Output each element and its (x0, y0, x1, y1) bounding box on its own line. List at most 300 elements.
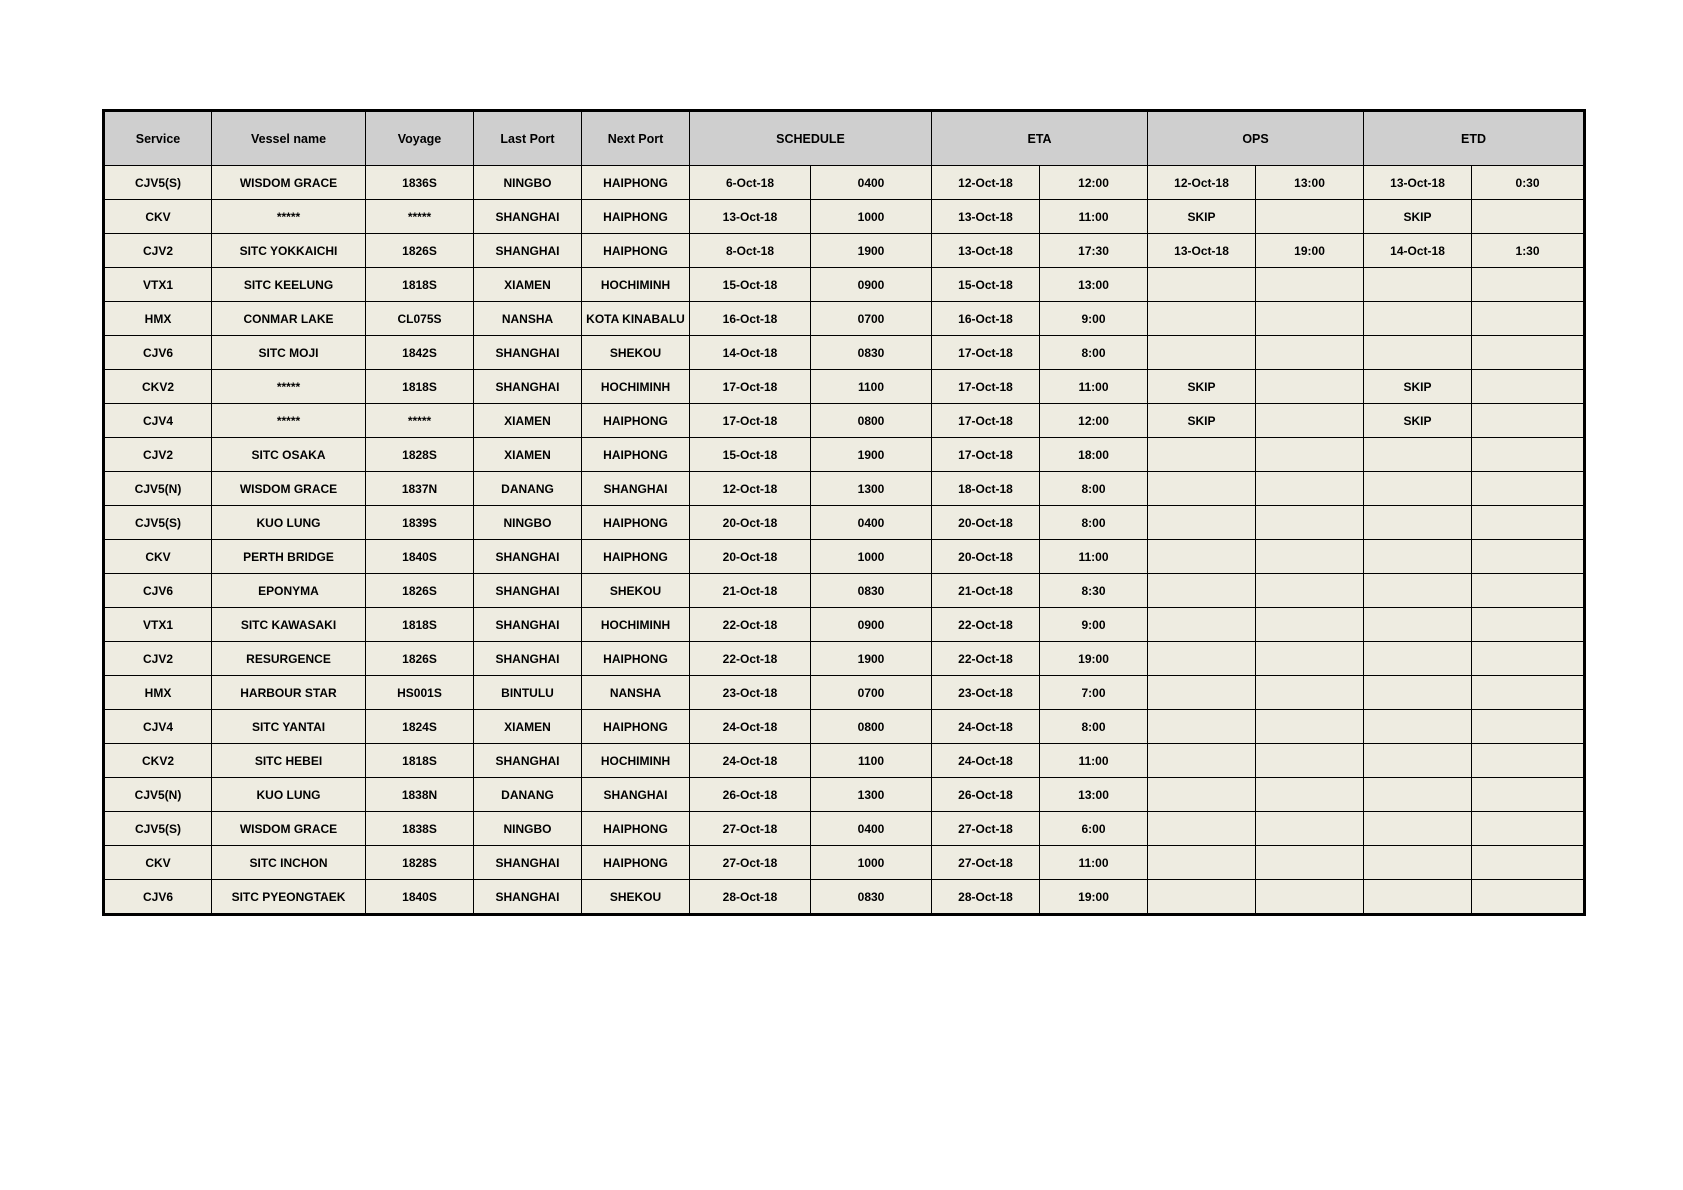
col-header-schedule: SCHEDULE (690, 111, 932, 166)
cell-eta-time: 19:00 (1040, 642, 1148, 676)
cell-next-port: HOCHIMINH (582, 268, 690, 302)
cell-service: CJV6 (104, 880, 212, 915)
cell-eta-date: 20-Oct-18 (932, 506, 1040, 540)
cell-etd-date (1364, 642, 1472, 676)
cell-schedule-date: 16-Oct-18 (690, 302, 811, 336)
cell-service: CKV (104, 200, 212, 234)
cell-etd-time (1472, 302, 1585, 336)
cell-eta-date: 21-Oct-18 (932, 574, 1040, 608)
cell-voyage: 1840S (366, 540, 474, 574)
cell-schedule-time: 0900 (811, 608, 932, 642)
cell-ops-date: SKIP (1148, 370, 1256, 404)
cell-etd-date (1364, 472, 1472, 506)
cell-etd-date (1364, 302, 1472, 336)
cell-ops-time: 13:00 (1256, 166, 1364, 200)
cell-eta-time: 13:00 (1040, 268, 1148, 302)
cell-eta-date: 26-Oct-18 (932, 778, 1040, 812)
cell-schedule-time: 0400 (811, 166, 932, 200)
cell-schedule-time: 0700 (811, 302, 932, 336)
cell-vessel-name: ***** (212, 370, 366, 404)
cell-eta-time: 8:30 (1040, 574, 1148, 608)
cell-voyage: 1826S (366, 234, 474, 268)
cell-voyage: 1818S (366, 370, 474, 404)
cell-etd-time (1472, 744, 1585, 778)
cell-vessel-name: CONMAR LAKE (212, 302, 366, 336)
cell-schedule-date: 27-Oct-18 (690, 812, 811, 846)
cell-schedule-date: 15-Oct-18 (690, 438, 811, 472)
cell-last-port: SHANGHAI (474, 574, 582, 608)
cell-etd-date (1364, 880, 1472, 915)
cell-last-port: DANANG (474, 472, 582, 506)
vessel-schedule-table (102, 109, 1586, 916)
cell-last-port: BINTULU (474, 676, 582, 710)
cell-eta-date: 17-Oct-18 (932, 336, 1040, 370)
cell-schedule-date: 27-Oct-18 (690, 846, 811, 880)
cell-service: CJV5(S) (104, 812, 212, 846)
col-header-next-port: Next Port (582, 111, 690, 166)
cell-last-port: NINGBO (474, 812, 582, 846)
cell-schedule-time: 1000 (811, 846, 932, 880)
cell-etd-time: 1:30 (1472, 234, 1585, 268)
cell-service: CJV2 (104, 642, 212, 676)
cell-etd-date: SKIP (1364, 404, 1472, 438)
cell-schedule-date: 17-Oct-18 (690, 370, 811, 404)
cell-service: CJV4 (104, 404, 212, 438)
cell-ops-time: 19:00 (1256, 234, 1364, 268)
cell-next-port: SHEKOU (582, 880, 690, 915)
cell-eta-date: 28-Oct-18 (932, 880, 1040, 915)
cell-eta-date: 20-Oct-18 (932, 540, 1040, 574)
cell-last-port: SHANGHAI (474, 336, 582, 370)
cell-schedule-date: 20-Oct-18 (690, 540, 811, 574)
table-row (104, 404, 1585, 438)
cell-schedule-date: 26-Oct-18 (690, 778, 811, 812)
cell-next-port: HAIPHONG (582, 710, 690, 744)
cell-service: HMX (104, 676, 212, 710)
cell-etd-time (1472, 880, 1585, 915)
cell-vessel-name: KUO LUNG (212, 506, 366, 540)
cell-schedule-date: 23-Oct-18 (690, 676, 811, 710)
cell-last-port: SHANGHAI (474, 370, 582, 404)
table-row (104, 778, 1585, 812)
cell-service: CJV5(N) (104, 778, 212, 812)
cell-ops-time (1256, 506, 1364, 540)
cell-schedule-date: 24-Oct-18 (690, 710, 811, 744)
cell-last-port: XIAMEN (474, 710, 582, 744)
table-row (104, 268, 1585, 302)
cell-voyage: 1842S (366, 336, 474, 370)
cell-ops-date: 13-Oct-18 (1148, 234, 1256, 268)
cell-last-port: NINGBO (474, 506, 582, 540)
cell-eta-time: 11:00 (1040, 540, 1148, 574)
cell-eta-date: 27-Oct-18 (932, 812, 1040, 846)
table-row (104, 166, 1585, 200)
cell-ops-time (1256, 676, 1364, 710)
table-body (104, 166, 1585, 915)
cell-vessel-name: SITC HEBEI (212, 744, 366, 778)
cell-eta-date: 24-Oct-18 (932, 744, 1040, 778)
cell-vessel-name: SITC INCHON (212, 846, 366, 880)
cell-eta-date: 22-Oct-18 (932, 608, 1040, 642)
cell-voyage: 1839S (366, 506, 474, 540)
cell-ops-time (1256, 404, 1364, 438)
cell-voyage: 1828S (366, 438, 474, 472)
cell-last-port: SHANGHAI (474, 540, 582, 574)
table-row (104, 846, 1585, 880)
cell-last-port: SHANGHAI (474, 608, 582, 642)
cell-last-port: NINGBO (474, 166, 582, 200)
cell-schedule-time: 0700 (811, 676, 932, 710)
cell-vessel-name: SITC OSAKA (212, 438, 366, 472)
cell-eta-date: 18-Oct-18 (932, 472, 1040, 506)
cell-last-port: DANANG (474, 778, 582, 812)
cell-eta-time: 9:00 (1040, 608, 1148, 642)
cell-etd-date (1364, 268, 1472, 302)
cell-next-port: HAIPHONG (582, 404, 690, 438)
cell-schedule-time: 1100 (811, 370, 932, 404)
cell-ops-time (1256, 200, 1364, 234)
cell-schedule-time: 1300 (811, 472, 932, 506)
cell-etd-time (1472, 574, 1585, 608)
table-row (104, 472, 1585, 506)
cell-last-port: XIAMEN (474, 438, 582, 472)
cell-eta-time: 6:00 (1040, 812, 1148, 846)
cell-schedule-time: 1900 (811, 642, 932, 676)
cell-schedule-time: 0400 (811, 506, 932, 540)
cell-voyage: 1818S (366, 744, 474, 778)
cell-ops-date (1148, 778, 1256, 812)
cell-etd-date (1364, 846, 1472, 880)
cell-service: CJV6 (104, 574, 212, 608)
cell-eta-time: 11:00 (1040, 370, 1148, 404)
cell-eta-time: 19:00 (1040, 880, 1148, 915)
cell-vessel-name: KUO LUNG (212, 778, 366, 812)
table-row (104, 608, 1585, 642)
cell-ops-time (1256, 302, 1364, 336)
cell-next-port: HAIPHONG (582, 506, 690, 540)
cell-ops-date: SKIP (1148, 200, 1256, 234)
cell-eta-date: 23-Oct-18 (932, 676, 1040, 710)
cell-next-port: NANSHA (582, 676, 690, 710)
cell-last-port: SHANGHAI (474, 846, 582, 880)
cell-vessel-name: SITC KAWASAKI (212, 608, 366, 642)
cell-eta-time: 8:00 (1040, 336, 1148, 370)
cell-ops-time (1256, 710, 1364, 744)
cell-schedule-date: 17-Oct-18 (690, 404, 811, 438)
col-header-etd: ETD (1364, 111, 1585, 166)
cell-next-port: KOTA KINABALU (582, 302, 690, 336)
table-row (104, 744, 1585, 778)
cell-vessel-name: SITC KEELUNG (212, 268, 366, 302)
cell-eta-time: 11:00 (1040, 744, 1148, 778)
cell-etd-date (1364, 574, 1472, 608)
cell-etd-time (1472, 608, 1585, 642)
table-header (104, 111, 1585, 166)
cell-eta-date: 13-Oct-18 (932, 200, 1040, 234)
cell-etd-date (1364, 676, 1472, 710)
cell-voyage: 1838S (366, 812, 474, 846)
cell-next-port: HAIPHONG (582, 642, 690, 676)
cell-voyage: ***** (366, 404, 474, 438)
cell-ops-date (1148, 472, 1256, 506)
cell-voyage: 1826S (366, 574, 474, 608)
cell-ops-time (1256, 370, 1364, 404)
cell-eta-date: 24-Oct-18 (932, 710, 1040, 744)
cell-ops-date (1148, 744, 1256, 778)
table-row (104, 676, 1585, 710)
cell-etd-date (1364, 438, 1472, 472)
cell-vessel-name: WISDOM GRACE (212, 166, 366, 200)
cell-next-port: HOCHIMINH (582, 744, 690, 778)
cell-vessel-name: WISDOM GRACE (212, 812, 366, 846)
cell-ops-date: 12-Oct-18 (1148, 166, 1256, 200)
cell-schedule-date: 13-Oct-18 (690, 200, 811, 234)
cell-ops-time (1256, 608, 1364, 642)
cell-eta-time: 17:30 (1040, 234, 1148, 268)
cell-next-port: HAIPHONG (582, 540, 690, 574)
cell-etd-date: 14-Oct-18 (1364, 234, 1472, 268)
cell-ops-date (1148, 506, 1256, 540)
col-header-vessel-name: Vessel name (212, 111, 366, 166)
cell-schedule-time: 0800 (811, 710, 932, 744)
cell-next-port: SHEKOU (582, 336, 690, 370)
schedule-sheet (102, 109, 1582, 916)
cell-schedule-time: 0830 (811, 574, 932, 608)
cell-etd-time (1472, 778, 1585, 812)
cell-voyage: CL075S (366, 302, 474, 336)
cell-vessel-name: HARBOUR STAR (212, 676, 366, 710)
col-header-service: Service (104, 111, 212, 166)
cell-ops-time (1256, 472, 1364, 506)
cell-etd-time (1472, 336, 1585, 370)
cell-eta-time: 9:00 (1040, 302, 1148, 336)
table-row (104, 370, 1585, 404)
cell-schedule-date: 20-Oct-18 (690, 506, 811, 540)
cell-ops-time (1256, 846, 1364, 880)
cell-voyage: HS001S (366, 676, 474, 710)
cell-voyage: 1837N (366, 472, 474, 506)
cell-service: VTX1 (104, 268, 212, 302)
cell-eta-time: 7:00 (1040, 676, 1148, 710)
cell-etd-date (1364, 336, 1472, 370)
cell-vessel-name: RESURGENCE (212, 642, 366, 676)
cell-vessel-name: SITC MOJI (212, 336, 366, 370)
cell-etd-date (1364, 812, 1472, 846)
cell-voyage: 1826S (366, 642, 474, 676)
cell-etd-date (1364, 540, 1472, 574)
cell-etd-time (1472, 846, 1585, 880)
cell-etd-time (1472, 268, 1585, 302)
table-row (104, 642, 1585, 676)
cell-ops-date (1148, 302, 1256, 336)
cell-eta-date: 12-Oct-18 (932, 166, 1040, 200)
cell-ops-date (1148, 268, 1256, 302)
cell-schedule-date: 14-Oct-18 (690, 336, 811, 370)
cell-last-port: NANSHA (474, 302, 582, 336)
cell-voyage: 1824S (366, 710, 474, 744)
cell-eta-time: 11:00 (1040, 200, 1148, 234)
cell-etd-date: SKIP (1364, 200, 1472, 234)
cell-ops-time (1256, 778, 1364, 812)
cell-eta-date: 17-Oct-18 (932, 370, 1040, 404)
cell-eta-time: 12:00 (1040, 166, 1148, 200)
cell-vessel-name: EPONYMA (212, 574, 366, 608)
cell-ops-date (1148, 574, 1256, 608)
cell-schedule-time: 1000 (811, 540, 932, 574)
cell-next-port: HAIPHONG (582, 234, 690, 268)
table-row (104, 506, 1585, 540)
cell-schedule-time: 0830 (811, 336, 932, 370)
cell-ops-date (1148, 642, 1256, 676)
cell-etd-time (1472, 642, 1585, 676)
cell-eta-date: 22-Oct-18 (932, 642, 1040, 676)
cell-service: CKV (104, 540, 212, 574)
header-row (104, 111, 1585, 166)
cell-next-port: SHEKOU (582, 574, 690, 608)
cell-etd-date (1364, 744, 1472, 778)
cell-eta-date: 13-Oct-18 (932, 234, 1040, 268)
cell-etd-date: SKIP (1364, 370, 1472, 404)
cell-next-port: HAIPHONG (582, 812, 690, 846)
cell-vessel-name: ***** (212, 404, 366, 438)
table-row (104, 880, 1585, 915)
cell-eta-date: 27-Oct-18 (932, 846, 1040, 880)
cell-etd-date (1364, 778, 1472, 812)
cell-last-port: SHANGHAI (474, 200, 582, 234)
cell-last-port: XIAMEN (474, 404, 582, 438)
cell-service: CKV (104, 846, 212, 880)
cell-schedule-date: 8-Oct-18 (690, 234, 811, 268)
cell-service: CJV5(N) (104, 472, 212, 506)
table-row (104, 200, 1585, 234)
cell-schedule-date: 12-Oct-18 (690, 472, 811, 506)
cell-etd-time (1472, 710, 1585, 744)
cell-ops-time (1256, 268, 1364, 302)
cell-eta-date: 17-Oct-18 (932, 438, 1040, 472)
cell-etd-time (1472, 438, 1585, 472)
cell-service: HMX (104, 302, 212, 336)
cell-schedule-date: 22-Oct-18 (690, 642, 811, 676)
cell-etd-date: 13-Oct-18 (1364, 166, 1472, 200)
cell-schedule-time: 1900 (811, 438, 932, 472)
cell-service: CJV5(S) (104, 506, 212, 540)
cell-eta-time: 8:00 (1040, 710, 1148, 744)
cell-ops-date (1148, 676, 1256, 710)
cell-next-port: HOCHIMINH (582, 370, 690, 404)
cell-ops-date (1148, 438, 1256, 472)
cell-voyage: 1828S (366, 846, 474, 880)
cell-service: CJV4 (104, 710, 212, 744)
cell-eta-date: 17-Oct-18 (932, 404, 1040, 438)
cell-etd-time (1472, 200, 1585, 234)
cell-etd-time (1472, 404, 1585, 438)
cell-etd-time (1472, 506, 1585, 540)
cell-etd-time (1472, 812, 1585, 846)
cell-eta-time: 11:00 (1040, 846, 1148, 880)
cell-ops-time (1256, 540, 1364, 574)
cell-schedule-time: 1300 (811, 778, 932, 812)
cell-next-port: HOCHIMINH (582, 608, 690, 642)
cell-next-port: HAIPHONG (582, 200, 690, 234)
cell-schedule-time: 0800 (811, 404, 932, 438)
cell-ops-date: SKIP (1148, 404, 1256, 438)
cell-vessel-name: SITC YANTAI (212, 710, 366, 744)
cell-ops-date (1148, 812, 1256, 846)
col-header-ops: OPS (1148, 111, 1364, 166)
table-row (104, 710, 1585, 744)
table-row (104, 336, 1585, 370)
cell-last-port: SHANGHAI (474, 880, 582, 915)
cell-schedule-date: 15-Oct-18 (690, 268, 811, 302)
cell-schedule-date: 28-Oct-18 (690, 880, 811, 915)
cell-ops-date (1148, 880, 1256, 915)
cell-eta-time: 12:00 (1040, 404, 1148, 438)
cell-etd-date (1364, 608, 1472, 642)
cell-voyage: 1818S (366, 268, 474, 302)
cell-voyage: 1818S (366, 608, 474, 642)
cell-etd-time (1472, 540, 1585, 574)
cell-next-port: SHANGHAI (582, 778, 690, 812)
table-row (104, 540, 1585, 574)
cell-last-port: SHANGHAI (474, 744, 582, 778)
cell-service: VTX1 (104, 608, 212, 642)
cell-next-port: SHANGHAI (582, 472, 690, 506)
cell-schedule-date: 22-Oct-18 (690, 608, 811, 642)
cell-last-port: SHANGHAI (474, 234, 582, 268)
cell-ops-time (1256, 642, 1364, 676)
cell-service: CJV6 (104, 336, 212, 370)
table-row (104, 302, 1585, 336)
cell-service: CKV2 (104, 370, 212, 404)
cell-schedule-date: 6-Oct-18 (690, 166, 811, 200)
cell-voyage: 1838N (366, 778, 474, 812)
cell-service: CJV2 (104, 234, 212, 268)
cell-ops-time (1256, 812, 1364, 846)
cell-schedule-time: 1900 (811, 234, 932, 268)
cell-schedule-time: 1100 (811, 744, 932, 778)
table-row (104, 438, 1585, 472)
cell-last-port: XIAMEN (474, 268, 582, 302)
cell-ops-time (1256, 880, 1364, 915)
col-header-last-port: Last Port (474, 111, 582, 166)
cell-service: CKV2 (104, 744, 212, 778)
cell-voyage: 1840S (366, 880, 474, 915)
cell-schedule-time: 0400 (811, 812, 932, 846)
cell-service: CJV5(S) (104, 166, 212, 200)
col-header-voyage: Voyage (366, 111, 474, 166)
table-row (104, 234, 1585, 268)
cell-ops-time (1256, 336, 1364, 370)
cell-eta-date: 16-Oct-18 (932, 302, 1040, 336)
cell-ops-time (1256, 438, 1364, 472)
cell-etd-time (1472, 472, 1585, 506)
cell-etd-time (1472, 676, 1585, 710)
cell-next-port: HAIPHONG (582, 166, 690, 200)
cell-ops-time (1256, 744, 1364, 778)
cell-eta-date: 15-Oct-18 (932, 268, 1040, 302)
table-row (104, 812, 1585, 846)
cell-etd-time (1472, 370, 1585, 404)
cell-eta-time: 13:00 (1040, 778, 1148, 812)
cell-schedule-date: 21-Oct-18 (690, 574, 811, 608)
cell-vessel-name: ***** (212, 200, 366, 234)
cell-eta-time: 8:00 (1040, 506, 1148, 540)
cell-vessel-name: WISDOM GRACE (212, 472, 366, 506)
cell-voyage: 1836S (366, 166, 474, 200)
cell-last-port: SHANGHAI (474, 642, 582, 676)
cell-next-port: HAIPHONG (582, 846, 690, 880)
cell-schedule-date: 24-Oct-18 (690, 744, 811, 778)
